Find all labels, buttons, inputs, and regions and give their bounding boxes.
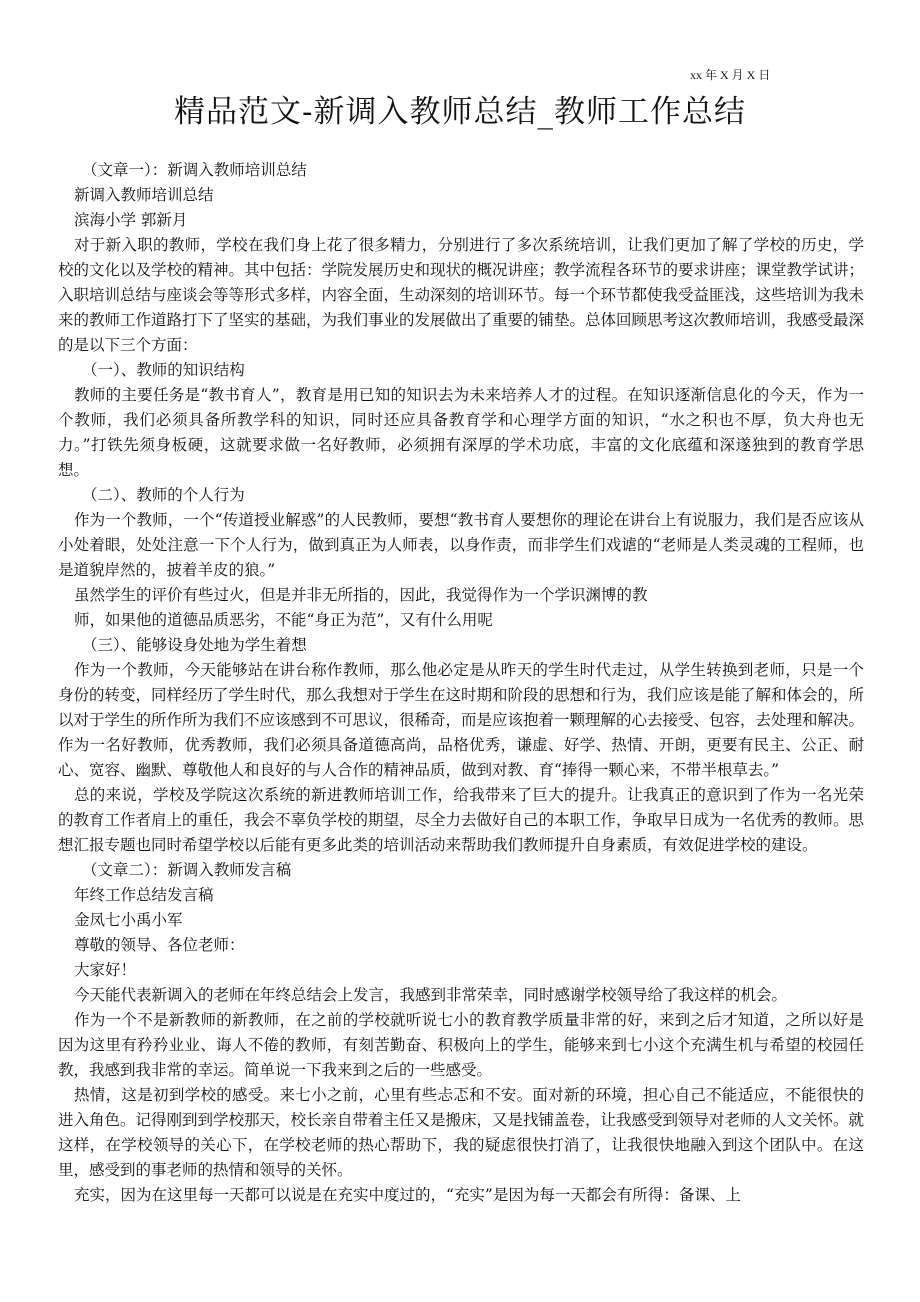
paragraph: 教师的主要任务是“教书育人”，教育是用已知的知识去为未来培养人才的过程。在知识逐渐信息化的今天，作为一个教师，我们必须具备所教学科的知识，同时还应具备教育学和心理学方面的知识，“水之积也不厚，负大舟也无力。”打铁先须身板硬，这就要求做一名好教师，必须拥有深厚的学术功底，丰富的文化底蕴和深遂独到的教育学思想。	[58, 386, 864, 479]
document-date: xx 年 X 月 X 日	[690, 68, 771, 82]
paragraph: 作为一个教师，今天能够站在讲台称作教师，那么他必定是从昨天的学生时代走过，从学生转换到老师，只是一个身份的转变，同样经历了学生时代，那么我想对于学生在这时期和阶段的思想和行为，我们应该是能了解和体会的，所以对于学生的所作所为我们不应该感到不可思议，很稀奇，而是应该抱着一颗理解的心去接受、包容，去处理和解决。作为一名好教师，优秀教师，我们必须具备道德高尚，品格优秀，谦虚、好学、热情、开朗，更要有民主、公正、耐心、宽容、幽默、尊敬他人和良好的与人合作的精神品质，做到对教、育“捧得一颗心来，不带半根草去。”	[58, 661, 865, 779]
section-heading: （三）、能够设身处地为学生着想	[82, 636, 307, 654]
paragraph: 今天能代表新调入的老师在年终总结会上发言，我感到非常荣幸，同时感谢学校领导给了我这样的机会。	[74, 986, 788, 1004]
subtitle: 新调入教师培训总结	[74, 186, 214, 204]
paragraph: 对于新入职的教师，学校在我们身上花了很多精力，分别进行了多次系统培训，让我们更加了解了学校的历史，学校的文化以及学校的精神。其中包括：学院发展历史和现状的概况讲座；教学流程各环节的要求讲座；课堂教学试讲；入职培训总结与座谈会等等形式多样，内容全面，生动深刻的培训环节。每一个环节都使我受益匪浅，这些培训为我未来的教师工作道路打下了坚实的基础，为我们事业的发展做出了重要的铺垫。总体回顾思考这次教师培训，我感受最深的是以下三个方面：	[58, 236, 865, 354]
section-heading: （一）、教师的知识结构	[82, 361, 245, 379]
document-body	[58, 158, 864, 1208]
paragraph: 师，如果他的道德品质恶劣，不能“身正为范”，又有什么用呢	[74, 611, 493, 629]
paragraph: 热情，这是初到学校的感受。来七小之前，心里有些忐忑和不安。面对新的环境，担心自己不能适应，不能很快的进入角色。记得刚到到学校那天，校长亲自带着主任又是搬床，又是找铺盖卷，让我感受到领导对老师的人文关怀。就这样，在学校领导的关心下，在学校老师的热心帮助下，我的疑虑很快打消了，让我很快地融入到这个团队中。在这里，感受到的事老师的热情和领导的关怀。	[58, 1086, 865, 1179]
paragraph: 总的来说，学校及学院这次系统的新进教师培训工作，给我带来了巨大的提升。让我真正的意识到了作为一名光荣的教育工作者肩上的重任，我会不辜负学校的期望，尽全力去做好自己的本职工作，争取早日成为一名优秀的教师。思想汇报专题也同时希望学校以后能有更多此类的培训活动来帮助我们教师提升自身素质，有效促进学校的建设。	[58, 786, 865, 854]
salutation: 尊敬的领导、各位老师：	[74, 936, 245, 954]
paragraph: 虽然学生的评价有些过火，但是并非无所指的，因此，我觉得作为一个学识渊博的教	[74, 586, 648, 604]
page-title: 精品范文-新调入教师总结_教师工作总结	[174, 94, 746, 130]
author-line: 金凤七小禹小军	[74, 911, 183, 929]
section-heading-article-2: （文章二）：新调入教师发言稿	[82, 861, 292, 879]
greeting: 大家好！	[74, 961, 137, 979]
section-heading: （二）、教师的个人行为	[82, 486, 245, 504]
section-heading-article-1: （文章一）：新调入教师培训总结	[82, 161, 307, 179]
subtitle: 年终工作总结发言稿	[74, 886, 214, 904]
paragraph: 作为一个不是新教师的新教师，在之前的学校就听说七小的教育教学质量非常的好，来到之后才知道，之所以好是因为这里有矜矜业业、诲人不倦的教师，有刻苦勤奋、积极向上的学生，能够来到七小这个充满生机与希望的校园任教，我感到我非常的幸运。简单说一下我来到之后的一些感受。	[58, 1011, 864, 1079]
author-line: 滨海小学 郭新月	[74, 211, 188, 229]
paragraph: 充实，因为在这里每一天都可以说是在充实中度过的，“充实”是因为每一天都会有所得：备课、上	[74, 1186, 741, 1204]
paragraph: 作为一个教师，一个“传道授业解惑”的人民教师，要想“教书育人要想你的理论在讲台上有说服力，我们是否应该从小处着眼，处处注意一下个人行为，做到真正为人师表，以身作责，而非学生们戏谑的“老师是人类灵魂的工程师，也是道貌岸然的，披着羊皮的狼。”	[58, 511, 864, 579]
